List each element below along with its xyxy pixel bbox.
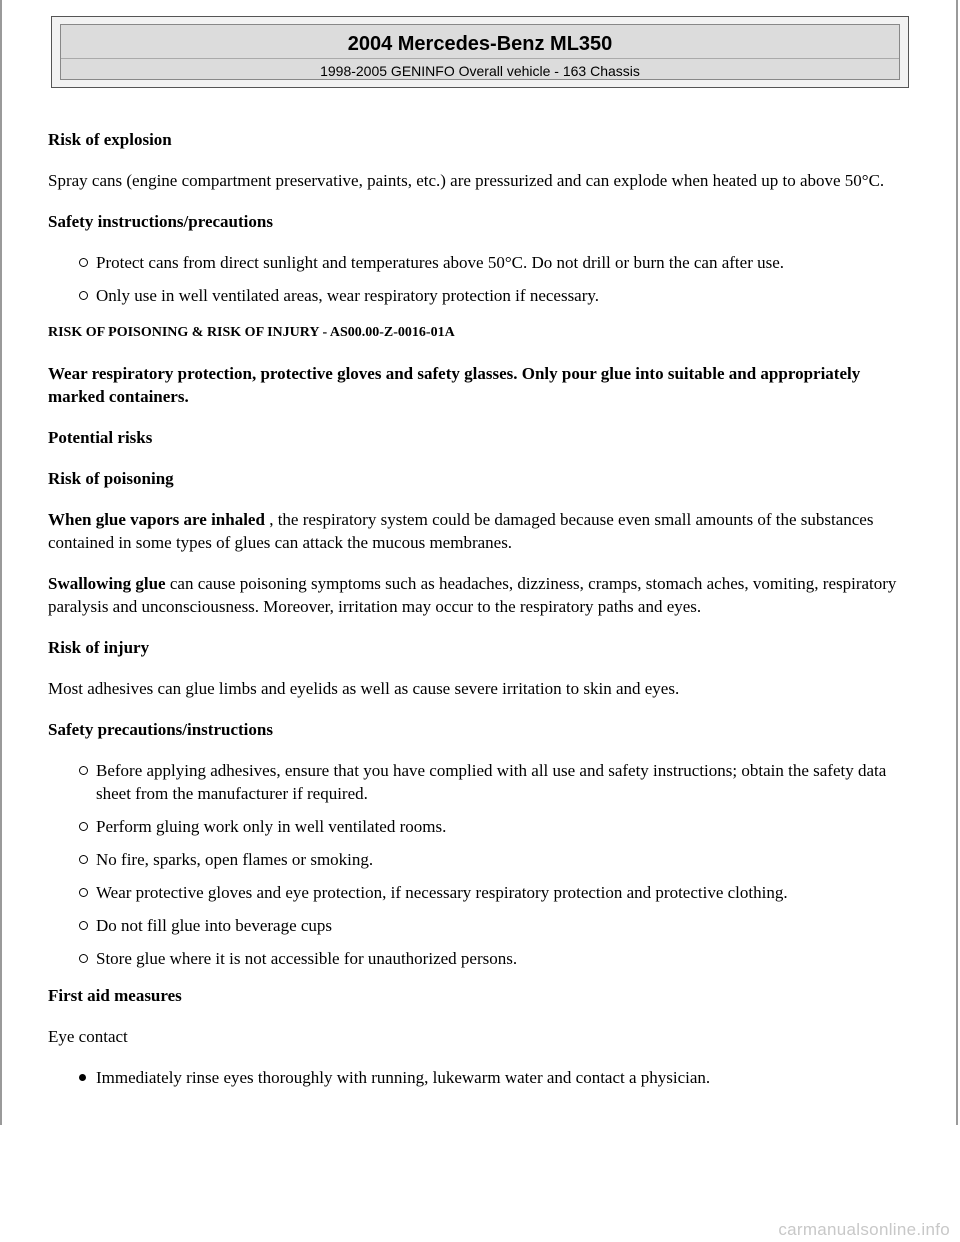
page-header (51, 16, 909, 88)
list-item: Wear protective gloves and eye protection, if necessary respiratory protection and protective clothing. (76, 881, 910, 904)
heading-risk-of-injury: Risk of injury (48, 638, 150, 657)
list-item: Do not fill glue into beverage cups (76, 914, 910, 937)
swallowing-lead: Swallowing glue (48, 574, 166, 593)
poisoning-paragraph-2 (48, 572, 910, 618)
first-aid-list (48, 1066, 910, 1089)
heading-risk-of-poisoning: Risk of poisoning (48, 469, 174, 488)
list-item: Immediately rinse eyes thoroughly with running, lukewarm water and contact a physician. (76, 1066, 910, 1089)
document-body (48, 128, 910, 1103)
swallowing-text: can cause poisoning symptoms such as headaches, dizziness, cramps, stomach aches, vomiting, respiratory paralysis and unconsciousness. Moreover, irritation may occur to the respiratory paths and eyes. (48, 574, 897, 616)
subheading-eye-contact: Eye contact (48, 1027, 128, 1046)
heading-safety-precautions: Safety precautions/instructions (48, 720, 273, 739)
inhaled-text: , the respiratory system could be damaged because even small amounts of the substances contained in some types of glues can attack the mucous membranes. (48, 510, 874, 552)
watermark-url: carmanualsonline.info (778, 1220, 950, 1239)
explosion-text: Spray cans (engine compartment preservative, paints, etc.) are pressurized and can explode when heated up to above 50°C. (48, 171, 885, 190)
header-inner-box (60, 24, 900, 80)
heading-potential-risks: Potential risks (48, 428, 153, 447)
left-border-rule (0, 0, 2, 1125)
injury-text: Most adhesives can glue limbs and eyelids as well as cause severe irritation to skin and eyes. (48, 679, 680, 698)
header-title: 2004 Mercedes-Benz ML350 (347, 33, 613, 55)
warning-text: Wear respiratory protection, protective gloves and safety glasses. Only pour glue into suitable and appropriately marked containers. (48, 364, 861, 406)
header-divider (61, 58, 899, 59)
list-item: Before applying adhesives, ensure that you have complied with all use and safety instructions; obtain the safety data sheet from the manufacturer if required. (76, 759, 910, 805)
header-subtitle: 1998-2005 GENINFO Overall vehicle - 163 Chassis (320, 63, 640, 79)
heading-poisoning-injury: RISK OF POISONING & RISK OF INJURY - AS00.00-Z-0016-01A (48, 325, 455, 340)
inhaled-lead: When glue vapors are inhaled (48, 510, 265, 529)
list-item: Only use in well ventilated areas, wear respiratory protection if necessary. (76, 284, 910, 307)
poisoning-paragraph-1 (48, 508, 910, 554)
list-item: Store glue where it is not accessible for unauthorized persons. (76, 947, 910, 970)
safety-precautions-list (48, 759, 910, 970)
list-item: No fire, sparks, open flames or smoking. (76, 848, 910, 871)
heading-safety-instructions: Safety instructions/precautions (48, 212, 273, 231)
list-item: Protect cans from direct sunlight and temperatures above 50°C. Do not drill or burn the can after use. (76, 251, 910, 274)
right-border-rule (956, 0, 958, 1125)
heading-risk-of-explosion: Risk of explosion (48, 130, 172, 149)
heading-first-aid: First aid measures (48, 986, 182, 1005)
safety-instructions-list (48, 251, 910, 307)
list-item: Perform gluing work only in well ventilated rooms. (76, 815, 910, 838)
